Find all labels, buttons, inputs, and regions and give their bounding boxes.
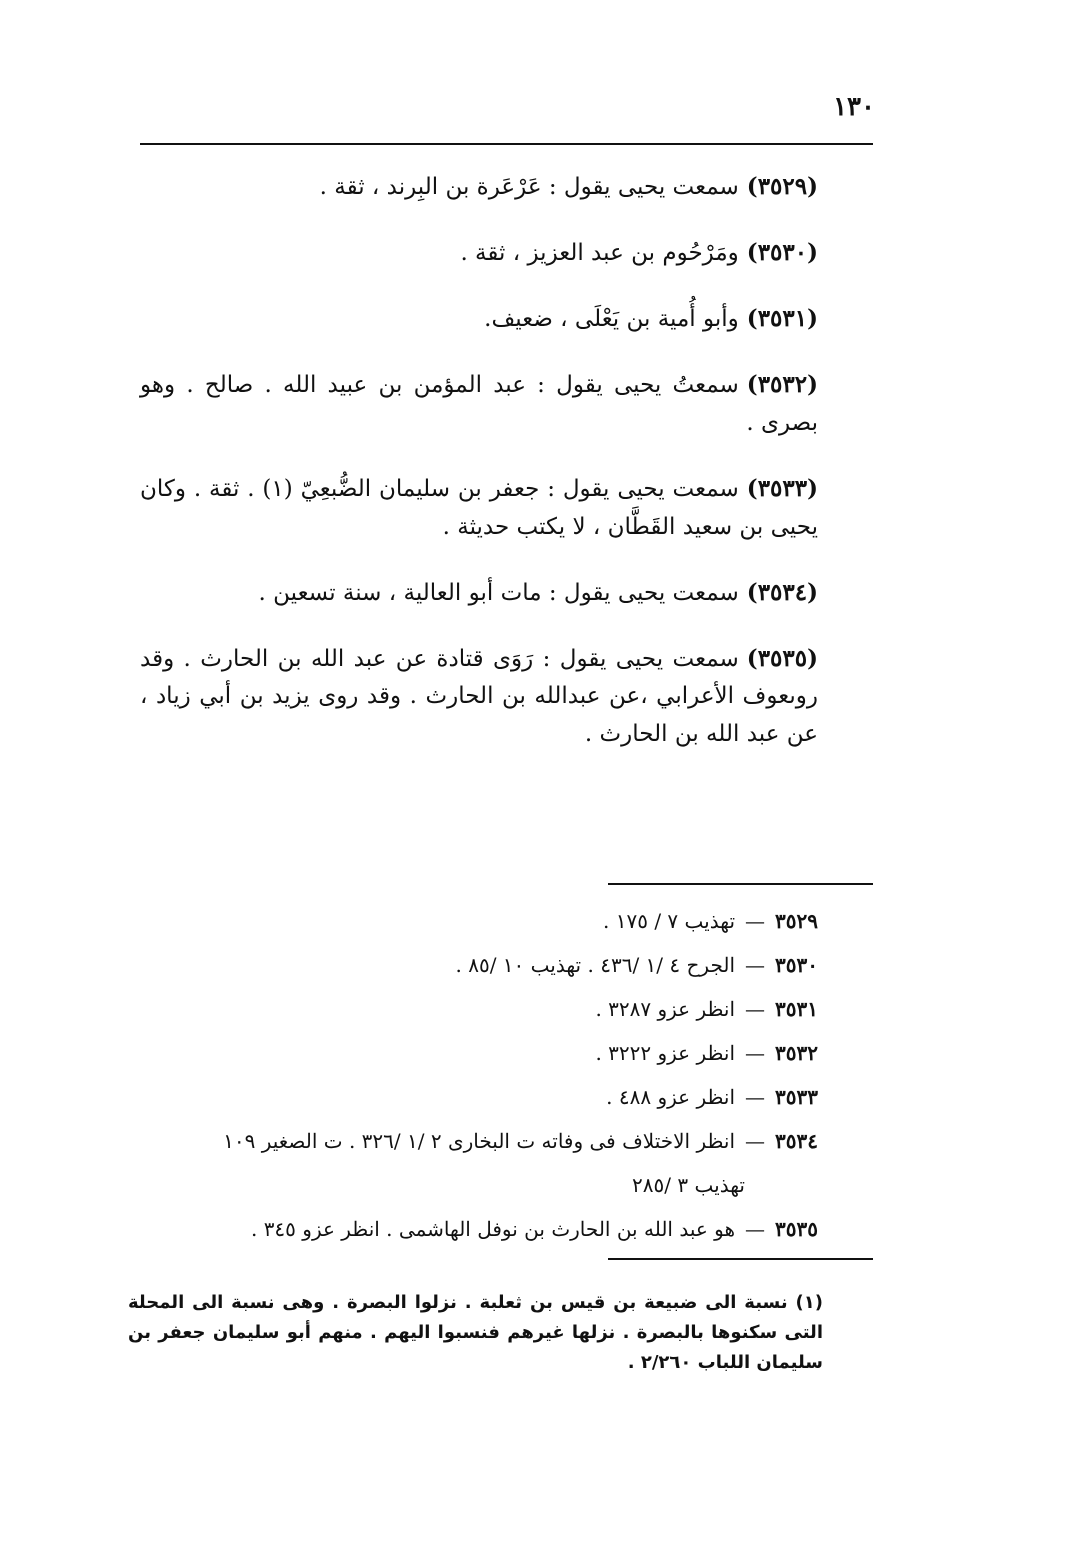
entry-number: (٣٥٣٥) (746, 644, 818, 672)
entry-text: سمعتُ يحيى يقول : عبد المؤمن بن عبيد الله . صالح . وهو بصرى . (140, 371, 818, 436)
reference-3534 (140, 1119, 873, 1163)
footnotes-section (128, 1288, 873, 1378)
entry-text: وأبو أُمية بن يَعْلَى ، ضعيف. (484, 305, 739, 332)
entry-number: (٣٥٣٤) (746, 578, 818, 606)
reference-number: ٣٥٢٩ (775, 909, 818, 933)
entry-3532 (140, 366, 873, 443)
reference-3534-continuation (140, 1163, 873, 1207)
reference-3529 (140, 899, 873, 943)
reference-3532 (140, 1031, 873, 1075)
footnote-text: (١) نسبة الى ضبيعة بن قيس بن ثعلبة . نزلوا البصرة . وهى نسبة الى المحلة التى سكنوها بالبصرة . نزلها غيرهم فنسبوا اليهم . منهم أبو سليمان جعفر بن سليمان اللباب ٢/٢٦٠ . (128, 1292, 823, 1373)
entry-3533 (140, 470, 873, 547)
reference-text: انظر عزو ٣٢٨٧ . (595, 997, 736, 1021)
references-divider (608, 883, 873, 885)
reference-number: ٣٥٣٢ (775, 1041, 818, 1065)
entry-3529 (140, 168, 873, 207)
reference-text: انظر عزو ٣٢٢٢ . (595, 1041, 736, 1065)
entries-section (140, 168, 873, 781)
reference-text: الجرح ٤ /١ /٤٣٦ . تهذيب ١٠ /٨٥ . (455, 953, 736, 977)
entry-number: (٣٥٣٢) (746, 370, 818, 398)
entry-text: سمعت يحيى يقول : رَوَى قتادة عن عبد الله بن الحارث . وقد روىعوف الأعرابي ،عن عبدالله بن الحارث . وقد روى يزيد بن أبي زياد ، عن عبد الله بن الحارث . (140, 645, 818, 748)
entry-text: سمعت يحيى يقول : عَرْعَرة بن البِرند ، ثقة . (319, 174, 739, 200)
entry-3535 (140, 640, 873, 755)
entry-3531 (140, 300, 873, 339)
entry-number: (٣٥٣٣) (746, 474, 818, 502)
entry-text: سمعت يحيى يقول : جعفر بن سليمان الضُّبعِيّ (١) . ثقة . وكان يحيى بن سعيد القَطَّان ، لا يكتب حديثة . (140, 475, 818, 540)
reference-dash: — (745, 1085, 766, 1109)
reference-number: ٣٥٣١ (775, 997, 818, 1021)
header-rule (140, 143, 873, 145)
reference-dash: — (745, 909, 766, 933)
footnote-1 (128, 1288, 873, 1378)
reference-continuation-text: تهذيب ٣ /٢٨٥ (632, 1173, 745, 1197)
reference-dash: — (745, 953, 766, 977)
reference-3533 (140, 1075, 873, 1119)
reference-3530 (140, 943, 873, 987)
reference-text: تهذيب ٧ / ١٧٥ . (603, 909, 736, 933)
entry-3534 (140, 574, 873, 613)
reference-number: ٣٥٣٤ (775, 1129, 818, 1153)
entry-number: (٣٥٢٩) (746, 173, 818, 200)
entry-text: سمعت يحيى يقول : مات أبو العالية ، سنة تسعين . (258, 579, 739, 606)
entry-number: (٣٥٣١) (746, 304, 818, 332)
entry-number: (٣٥٣٠) (746, 238, 818, 266)
reference-dash: — (745, 1217, 766, 1241)
reference-dash: — (745, 997, 766, 1021)
reference-number: ٣٥٣٥ (775, 1217, 818, 1241)
reference-number: ٣٥٣٠ (775, 953, 818, 977)
reference-dash: — (745, 1041, 766, 1065)
page-number: ١٣٠ (833, 92, 875, 122)
reference-text: انظر الاختلاف فى وفاته ت البخارى ٢ /١ /٣٢٦ . ت الصغير ١٠٩ (223, 1129, 736, 1153)
reference-3531 (140, 987, 873, 1031)
reference-dash: — (745, 1129, 766, 1153)
reference-text: انظر عزو ٤٨٨ . (606, 1085, 736, 1109)
reference-3535 (140, 1207, 873, 1251)
reference-number: ٣٥٣٣ (775, 1085, 818, 1109)
entry-text: ومَرْحُوم بن عبد العزيز ، ثقة . (460, 239, 739, 266)
references-section (140, 899, 873, 1251)
footnote-divider (608, 1258, 873, 1260)
entry-3530 (140, 234, 873, 273)
reference-text: هو عبد الله بن الحارث بن نوفل الهاشمى . انظر عزو ٣٤٥ . (250, 1217, 736, 1241)
